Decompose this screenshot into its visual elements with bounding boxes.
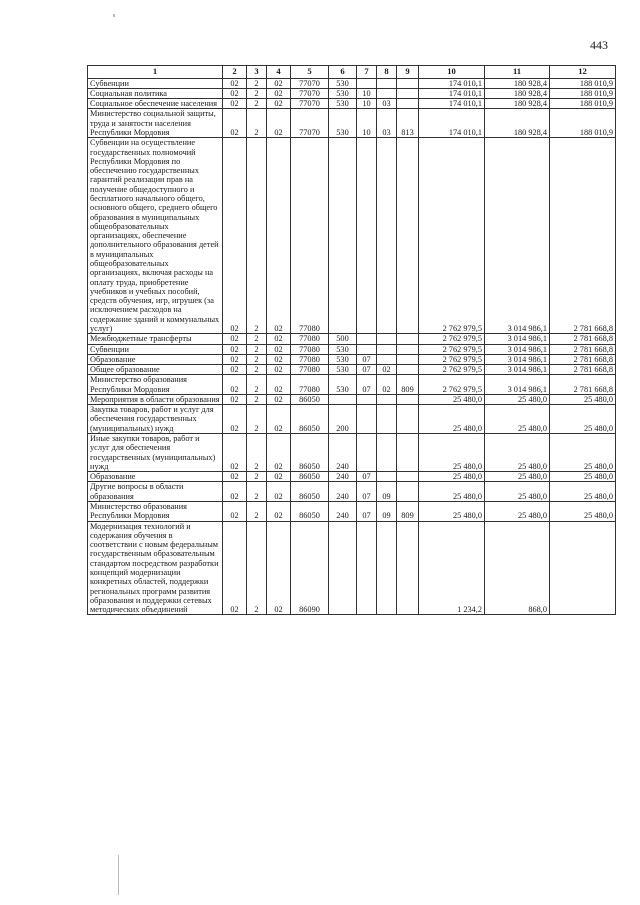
col2-code: 02: [223, 344, 247, 354]
col9-code: [397, 78, 419, 88]
col2-code: 02: [223, 482, 247, 502]
table-row: [88, 521, 616, 615]
col6-code: 500: [329, 334, 357, 344]
col6-code: [329, 521, 357, 615]
col8-code: 09: [377, 482, 397, 502]
column-header-10: 10: [419, 66, 485, 79]
col6-code: 240: [329, 472, 357, 482]
row-name: Мероприятия в области образования: [88, 394, 223, 404]
col8-code: [377, 394, 397, 404]
col4-code: 02: [267, 365, 291, 375]
column-header-12: 12: [550, 66, 616, 79]
column-header-7: 7: [357, 66, 377, 79]
column-header-4: 4: [267, 66, 291, 79]
col11-value: 180 928,4: [485, 88, 550, 98]
col2-code: 02: [223, 354, 247, 364]
row-name: Министерство образования Республики Мордовия: [88, 375, 223, 395]
col3-code: 2: [247, 138, 267, 334]
col12-value: 2 781 668,8: [550, 375, 616, 395]
col12-value: 25 480,0: [550, 472, 616, 482]
col5-code: 77080: [291, 334, 329, 344]
col8-code: [377, 78, 397, 88]
col4-code: 02: [267, 375, 291, 395]
col4-code: 02: [267, 482, 291, 502]
table-row: [88, 78, 616, 88]
col3-code: 2: [247, 482, 267, 502]
col7-code: [357, 78, 377, 88]
header-row: [88, 66, 616, 79]
col5-code: 77070: [291, 78, 329, 88]
col7-code: 10: [357, 109, 377, 138]
col7-code: [357, 405, 377, 434]
col6-code: 240: [329, 482, 357, 502]
scan-speck: [118, 855, 119, 895]
col6-code: 200: [329, 405, 357, 434]
col9-code: [397, 99, 419, 109]
col5-code: 77070: [291, 88, 329, 98]
col11-value: 180 928,4: [485, 78, 550, 88]
col5-code: 86050: [291, 405, 329, 434]
col8-code: [377, 521, 397, 615]
col12-value: 188 010,9: [550, 88, 616, 98]
col3-code: 2: [247, 521, 267, 615]
col2-code: 02: [223, 521, 247, 615]
col5-code: 77080: [291, 365, 329, 375]
row-name: Субвенции: [88, 344, 223, 354]
col3-code: 2: [247, 502, 267, 522]
col8-code: 02: [377, 375, 397, 395]
col4-code: 02: [267, 434, 291, 472]
col5-code: 86050: [291, 394, 329, 404]
table-header: [88, 66, 616, 79]
col7-code: 10: [357, 99, 377, 109]
col6-code: 240: [329, 502, 357, 522]
table-row: [88, 472, 616, 482]
column-header-3: 3: [247, 66, 267, 79]
col11-value: 868,0: [485, 521, 550, 615]
column-header-11: 11: [485, 66, 550, 79]
col3-code: 2: [247, 99, 267, 109]
col10-value: 25 480,0: [419, 394, 485, 404]
col11-value: 3 014 986,1: [485, 138, 550, 334]
col12-value: 188 010,9: [550, 109, 616, 138]
col11-value: 25 480,0: [485, 394, 550, 404]
col12-value: 25 480,0: [550, 502, 616, 522]
row-name: Модернизация технологий и содержания обучения в соответствии с новым федеральным государственным образовательным стандартом посредством разработки концепций модернизации конкретных областей, поддержки региональных программ развития образования и поддержки сетевых методических объединений: [88, 521, 223, 615]
row-name: Министерство социальной защиты, труда и занятости населения Республики Мордовия: [88, 109, 223, 138]
col9-code: [397, 482, 419, 502]
col7-code: 07: [357, 365, 377, 375]
col7-code: 07: [357, 375, 377, 395]
col4-code: 02: [267, 472, 291, 482]
table-row: [88, 99, 616, 109]
col2-code: 02: [223, 109, 247, 138]
col2-code: 02: [223, 472, 247, 482]
col10-value: 25 480,0: [419, 434, 485, 472]
col3-code: 2: [247, 472, 267, 482]
col3-code: 2: [247, 78, 267, 88]
col3-code: 2: [247, 334, 267, 344]
row-name: Социальное обеспечение населения: [88, 99, 223, 109]
col10-value: 2 762 979,5: [419, 334, 485, 344]
col10-value: 174 010,1: [419, 109, 485, 138]
table-row: [88, 405, 616, 434]
col3-code: 2: [247, 365, 267, 375]
col7-code: 07: [357, 354, 377, 364]
col4-code: 02: [267, 334, 291, 344]
col5-code: 77080: [291, 344, 329, 354]
col10-value: 174 010,1: [419, 88, 485, 98]
col9-code: [397, 521, 419, 615]
col3-code: 2: [247, 109, 267, 138]
col12-value: 2 781 668,8: [550, 344, 616, 354]
col10-value: 25 480,0: [419, 502, 485, 522]
col7-code: 10: [357, 88, 377, 98]
col4-code: 02: [267, 99, 291, 109]
col7-code: [357, 434, 377, 472]
col8-code: 03: [377, 109, 397, 138]
col5-code: 77070: [291, 109, 329, 138]
col3-code: 2: [247, 344, 267, 354]
row-name: Межбюджетные трансферты: [88, 334, 223, 344]
col9-code: [397, 472, 419, 482]
col10-value: 25 480,0: [419, 405, 485, 434]
table-row: [88, 334, 616, 344]
col7-code: 07: [357, 502, 377, 522]
col4-code: 02: [267, 521, 291, 615]
col6-code: 240: [329, 434, 357, 472]
col7-code: 07: [357, 472, 377, 482]
col4-code: 02: [267, 394, 291, 404]
row-name: Образование: [88, 472, 223, 482]
col11-value: 3 014 986,1: [485, 365, 550, 375]
col12-value: 25 480,0: [550, 482, 616, 502]
col10-value: 2 762 979,5: [419, 344, 485, 354]
col12-value: 25 480,0: [550, 434, 616, 472]
col4-code: 02: [267, 78, 291, 88]
col3-code: 2: [247, 88, 267, 98]
col8-code: [377, 405, 397, 434]
col9-code: [397, 88, 419, 98]
col6-code: 530: [329, 365, 357, 375]
col6-code: 530: [329, 375, 357, 395]
col11-value: 25 480,0: [485, 405, 550, 434]
col2-code: 02: [223, 88, 247, 98]
col5-code: 86050: [291, 482, 329, 502]
col7-code: [357, 521, 377, 615]
col10-value: 2 762 979,5: [419, 138, 485, 334]
table-row: [88, 394, 616, 404]
table-row: [88, 365, 616, 375]
column-header-1: 1: [88, 66, 223, 79]
col4-code: 02: [267, 405, 291, 434]
table-row: [88, 88, 616, 98]
col2-code: 02: [223, 434, 247, 472]
col8-code: [377, 138, 397, 334]
row-name: Иные закупки товаров, работ и услуг для обеспечения государственных (муниципальных) нужд: [88, 434, 223, 472]
table-row: [88, 344, 616, 354]
col5-code: 77080: [291, 138, 329, 334]
col3-code: 2: [247, 394, 267, 404]
col12-value: [550, 521, 616, 615]
col5-code: 77080: [291, 354, 329, 364]
col5-code: 77080: [291, 375, 329, 395]
col4-code: 02: [267, 138, 291, 334]
col2-code: 02: [223, 78, 247, 88]
column-header-9: 9: [397, 66, 419, 79]
col9-code: [397, 334, 419, 344]
col12-value: 2 781 668,8: [550, 138, 616, 334]
table-row: [88, 482, 616, 502]
col11-value: 25 480,0: [485, 434, 550, 472]
col8-code: [377, 472, 397, 482]
table-row: [88, 354, 616, 364]
row-name: Закупка товаров, работ и услуг для обеспечения государственных (муниципальных) нужд: [88, 405, 223, 434]
col12-value: 188 010,9: [550, 99, 616, 109]
col11-value: 3 014 986,1: [485, 344, 550, 354]
column-header-5: 5: [291, 66, 329, 79]
col9-code: [397, 354, 419, 364]
row-name: Субвенции на осуществление государственных полномочий Республики Мордовия по обеспечению государственных гарантий реализации прав на получение общедоступного и бесплатного начального общего, основного общего, среднего общего образования в муниципальных общеобразовательных организациях, обеспечение дополнительного образования детей в муниципальных общеобразовательных организациях, включая расходы на оплату труда, приобретение учебников и учебных пособий, средств обучения, игр, игрушек (за исключением расходов на содержание зданий и коммунальных услуг): [88, 138, 223, 334]
col9-code: 809: [397, 375, 419, 395]
column-header-6: 6: [329, 66, 357, 79]
col8-code: [377, 88, 397, 98]
col4-code: 02: [267, 109, 291, 138]
col8-code: 02: [377, 365, 397, 375]
scan-speck: [113, 14, 115, 17]
table-body: [88, 78, 616, 615]
col11-value: 25 480,0: [485, 482, 550, 502]
col9-code: 809: [397, 502, 419, 522]
col9-code: [397, 434, 419, 472]
col10-value: 25 480,0: [419, 472, 485, 482]
row-name: Министерство образования Республики Мордовия: [88, 502, 223, 522]
col5-code: 86050: [291, 472, 329, 482]
col8-code: [377, 334, 397, 344]
col5-code: 86090: [291, 521, 329, 615]
col4-code: 02: [267, 344, 291, 354]
col9-code: [397, 365, 419, 375]
col10-value: 174 010,1: [419, 99, 485, 109]
col3-code: 2: [247, 354, 267, 364]
column-header-2: 2: [223, 66, 247, 79]
col8-code: 09: [377, 502, 397, 522]
col3-code: 2: [247, 405, 267, 434]
col10-value: 2 762 979,5: [419, 354, 485, 364]
col6-code: 530: [329, 99, 357, 109]
budget-table: [87, 65, 616, 615]
col5-code: 86050: [291, 434, 329, 472]
col2-code: 02: [223, 502, 247, 522]
col11-value: 180 928,4: [485, 109, 550, 138]
col12-value: 2 781 668,8: [550, 354, 616, 364]
col10-value: 25 480,0: [419, 482, 485, 502]
col6-code: [329, 138, 357, 334]
col4-code: 02: [267, 354, 291, 364]
col12-value: 2 781 668,8: [550, 334, 616, 344]
col6-code: [329, 394, 357, 404]
col7-code: [357, 344, 377, 354]
col2-code: 02: [223, 375, 247, 395]
col2-code: 02: [223, 334, 247, 344]
col2-code: 02: [223, 99, 247, 109]
col9-code: [397, 394, 419, 404]
col8-code: 03: [377, 99, 397, 109]
table-row: [88, 502, 616, 522]
row-name: Общее образование: [88, 365, 223, 375]
row-name: Субвенции: [88, 78, 223, 88]
col10-value: 1 234,2: [419, 521, 485, 615]
col11-value: 3 014 986,1: [485, 354, 550, 364]
col5-code: 77070: [291, 99, 329, 109]
table-row: [88, 138, 616, 334]
table-row: [88, 375, 616, 395]
col6-code: 530: [329, 354, 357, 364]
col10-value: 174 010,1: [419, 78, 485, 88]
col12-value: 2 781 668,8: [550, 365, 616, 375]
col10-value: 2 762 979,5: [419, 365, 485, 375]
col10-value: 2 762 979,5: [419, 375, 485, 395]
col7-code: [357, 138, 377, 334]
col9-code: [397, 344, 419, 354]
col11-value: 3 014 986,1: [485, 334, 550, 344]
col12-value: 188 010,9: [550, 78, 616, 88]
col8-code: [377, 354, 397, 364]
col6-code: 530: [329, 88, 357, 98]
col9-code: 813: [397, 109, 419, 138]
col2-code: 02: [223, 138, 247, 334]
col12-value: 25 480,0: [550, 405, 616, 434]
col9-code: [397, 405, 419, 434]
col11-value: 25 480,0: [485, 472, 550, 482]
col8-code: [377, 434, 397, 472]
col4-code: 02: [267, 502, 291, 522]
col3-code: 2: [247, 375, 267, 395]
column-header-8: 8: [377, 66, 397, 79]
table-row: [88, 109, 616, 138]
col3-code: 2: [247, 434, 267, 472]
col6-code: 530: [329, 344, 357, 354]
row-name: Другие вопросы в области образования: [88, 482, 223, 502]
col7-code: 07: [357, 482, 377, 502]
col5-code: 86050: [291, 502, 329, 522]
col2-code: 02: [223, 394, 247, 404]
col12-value: 25 480,0: [550, 394, 616, 404]
col8-code: [377, 344, 397, 354]
col2-code: 02: [223, 405, 247, 434]
col11-value: 25 480,0: [485, 502, 550, 522]
col11-value: 180 928,4: [485, 99, 550, 109]
col7-code: [357, 334, 377, 344]
col2-code: 02: [223, 365, 247, 375]
col7-code: [357, 394, 377, 404]
row-name: Социальная политика: [88, 88, 223, 98]
page-number: 443: [590, 38, 608, 52]
table-row: [88, 434, 616, 472]
col6-code: 530: [329, 109, 357, 138]
col4-code: 02: [267, 88, 291, 98]
col6-code: 530: [329, 78, 357, 88]
row-name: Образование: [88, 354, 223, 364]
col9-code: [397, 138, 419, 334]
col11-value: 3 014 986,1: [485, 375, 550, 395]
